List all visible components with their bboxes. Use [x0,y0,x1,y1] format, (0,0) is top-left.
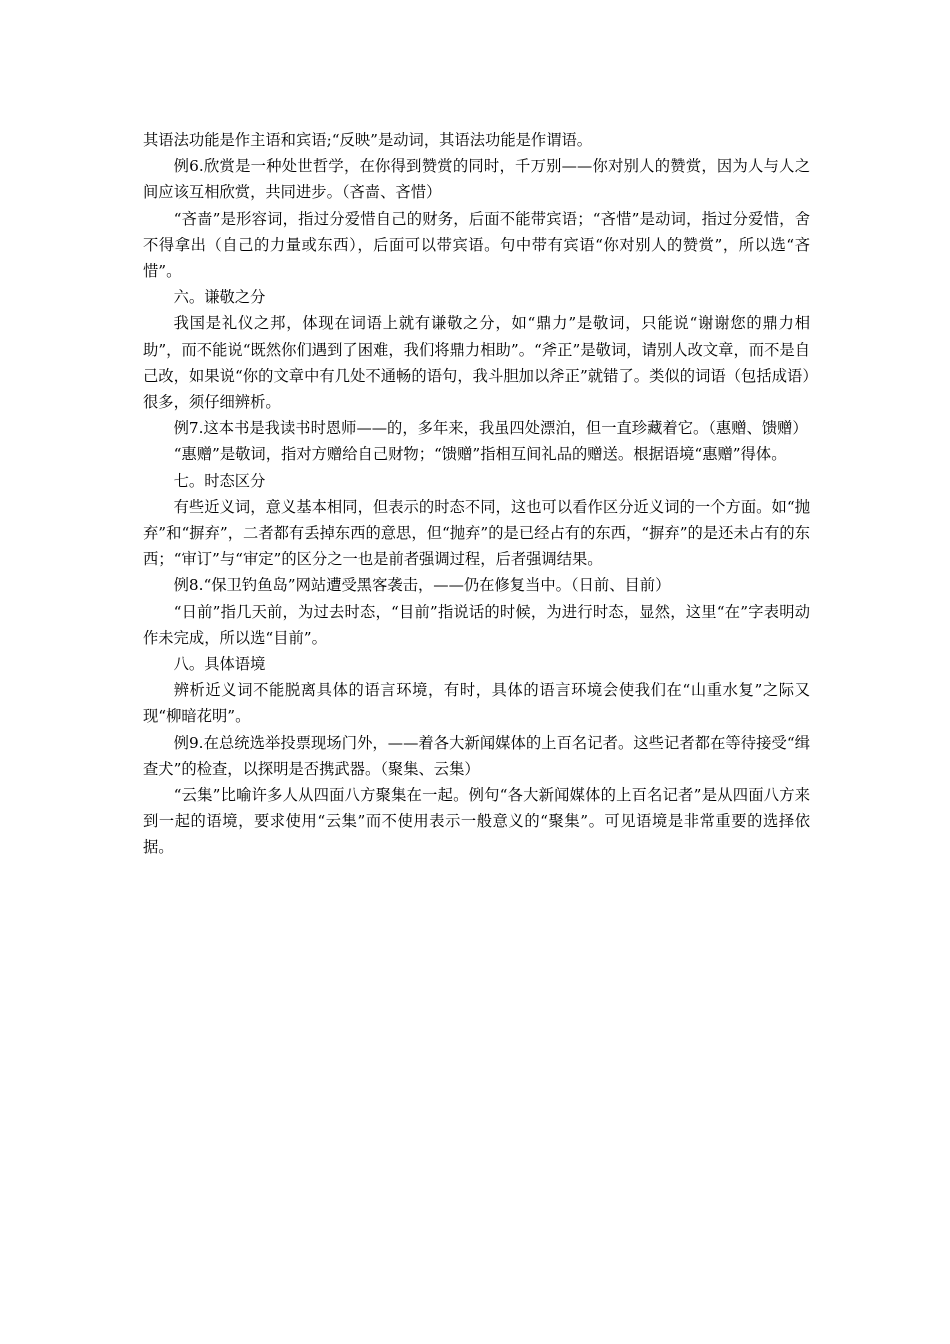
example-7: 例7.这本书是我读书时恩师——的，多年来，我虽四处漂泊，但一直珍藏着它。（惠赠、馈赠） [173,419,808,438]
example-9-explanation: “云集”比喻许多人从四面八方聚集在一起。例句“各大新闻媒体的上百名记者”是从四面八方来到一起的语境，要求使用“云集”而不使用表示一般意义的“聚集”。可见语境是非常重要的选择依据。 [143,786,810,857]
section-heading-7: 七。时态区分 [173,471,266,490]
example-9: 例9.在总统选举投票现场门外，——着各大新闻媒体的上百名记者。这些记者都在等待接受“缉查犬”的检查，以探明是否携武器。（聚集、云集） [143,733,810,778]
example-6: 例6.欣赏是一种处世哲学，在你得到赞赏的同时，千万别——你对别人的赞赏，因为人与人之间应该互相欣赏，共同进步。（吝啬、吝惜） [143,157,810,202]
section-8-body: 辨析近义词不能脱离具体的语言环境，有时，具体的语言环境会使我们在“山重水复”之际又现“柳暗花明”。 [143,681,810,726]
section-7-body: 有些近义词，意义基本相同，但表示的时态不同，这也可以看作区分近义词的一个方面。如“抛弃”和“摒弃”，二者都有丢掉东西的意思，但“抛弃”的是已经占有的东西，“摒弃”的是还未占有的东西；“审订”与“审定”的区分之一也是前者强调过程，后者强调结果。 [143,497,810,569]
section-heading-6: 六。谦敬之分 [173,288,266,307]
example-7-explanation: “惠赠”是敬词，指对方赠给自己财物；“馈赠”指相互间礼品的赠送。根据语境“惠赠”得体。 [173,445,787,464]
document-body [143,127,810,861]
example-8: 例8.“保卫钓鱼岛”网站遭受黑客袭击，——仍在修复当中。（日前、目前） [173,576,671,595]
continued-paragraph: 其语法功能是作主语和宾语;“反映”是动词，其语法功能是作谓语。 [143,131,593,149]
example-6-explanation: “吝啬”是形容词，指过分爱惜自己的财务，后面不能带宾语；“吝惜”是动词，指过分爱惜，舍不得拿出（自己的力量或东西），后面可以带宾语。句中带有宾语“你对别人的赞赏”，所以选“吝惜”。 [143,209,810,281]
section-6-body: 我国是礼仪之邦，体现在词语上就有谦敬之分，如“鼎力”是敬词，只能说“谢谢您的鼎力相助”，而不能说“既然你们遇到了困难，我们将鼎力相助”。“斧正”是敬词，请别人改文章，而不是自己改，如果说“你的文章中有几处不通畅的语句，我斗胆加以斧正”就错了。类似的词语（包括成语）很多，须仔细辨析。 [143,314,810,412]
section-heading-8: 八。具体语境 [173,655,266,674]
example-8-explanation: “日前”指几天前，为过去时态，“目前”指说话的时候，为进行时态，显然，这里“在”字表明动作未完成，所以选“目前”。 [143,602,810,647]
